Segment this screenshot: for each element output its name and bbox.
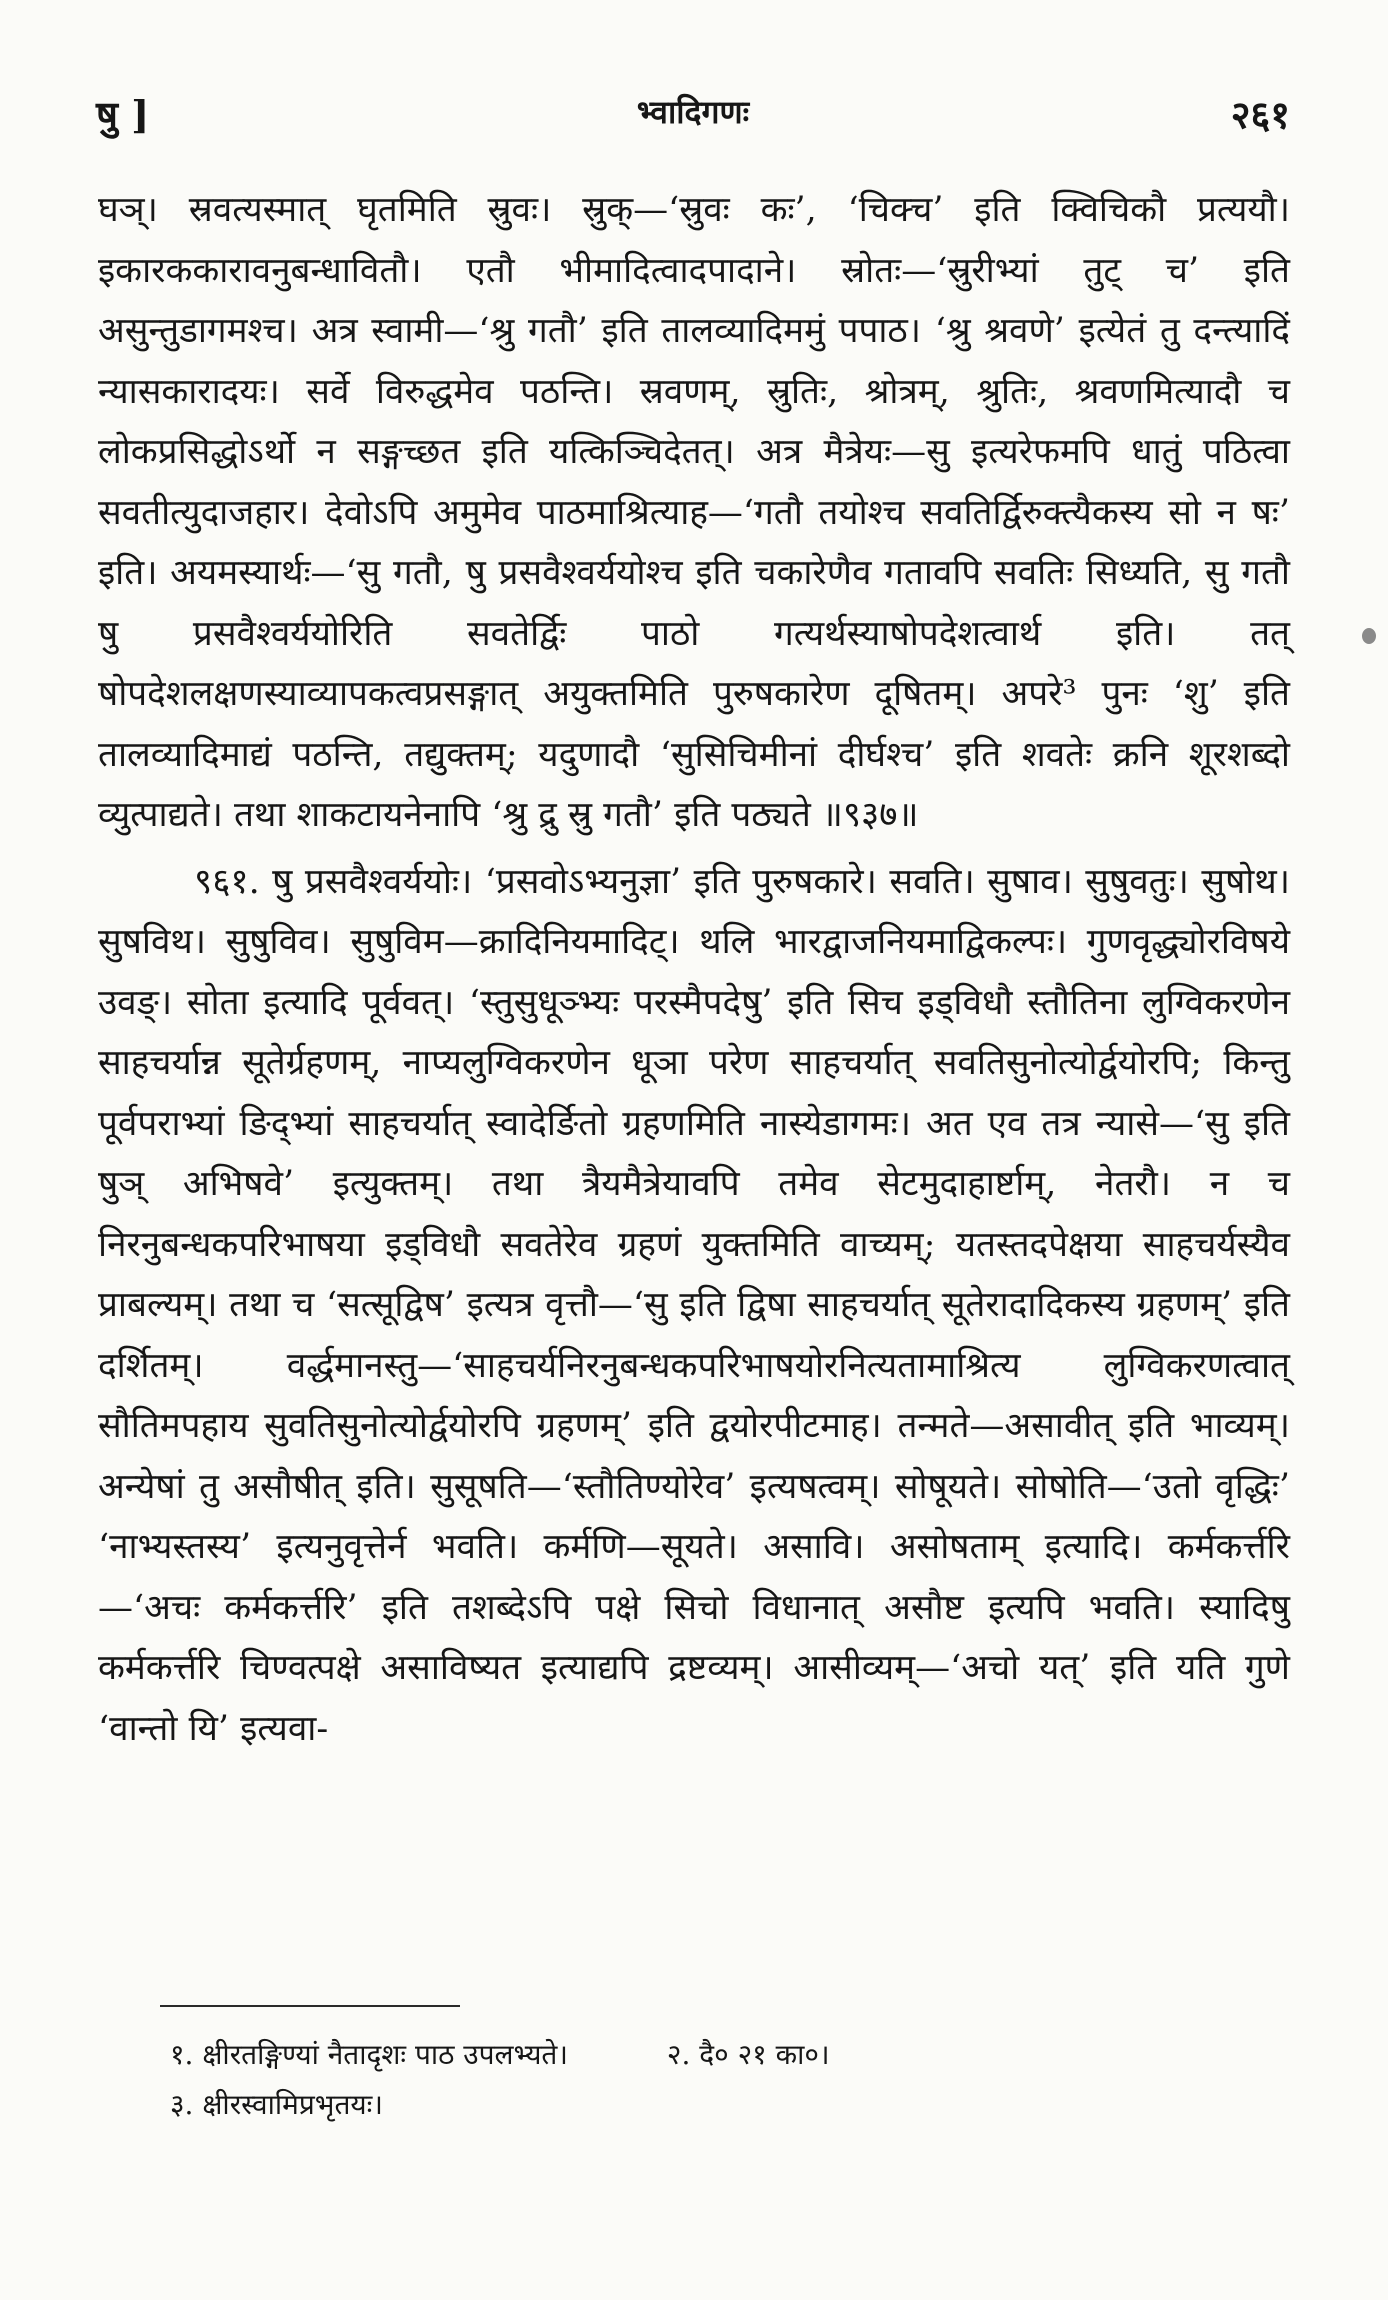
footnote-3: ३. क्षीरस्वामिप्रभृतयः। bbox=[170, 2088, 383, 2121]
main-text bbox=[98, 180, 1290, 1759]
running-title: भ्वादिगणः bbox=[636, 93, 750, 131]
running-header bbox=[96, 88, 1290, 148]
footnote-2: २. दै० २१ का०। bbox=[666, 2038, 830, 2071]
page-number: २६१ bbox=[1230, 92, 1290, 137]
paragraph-961: ९६१. षु प्रसवैश्वर्ययोः। ‘प्रसवोऽभ्यनुज्ञा’ इति पुरुषकारे। सवति। सुषाव। सुषुवतुः। सुषोथ। सुषविथ। सुषुविव। सुषुविम—क्रादिनियमादिट्। थलि भारद्वाजनियमाद्विकल्पः। गुणवृद्ध्योरविषये उवङ्। सोता इत्यादि पूर्ववत्। ‘स्तुसुधूञ्भ्यः परस्मैपदेषु’ इति सिच इड्विधौ स्तौतिना लुग्विकरणेन साहचर्यान्न सूतेर्ग्रहणम्, नाप्यलुग्विकरणेन धूञा परेण साहचर्यात् सवतिसुनोत्योर्द्वयोरपि; किन्तु पूर्वपराभ्यां ङिद्भ्यां साहचर्यात् स्वादेर्ङितो ग्रहणमिति नास्येडागमः। अत एव तत्र न्यासे—‘सु इति षुञ् अभिषवे’ इत्युक्तम्। तथा त्रैयमैत्रेयावपि तमेव सेटमुदाहार्ष्टाम्, नेतरौ। न च निरनुबन्धकपरिभाषया इड्विधौ सवतेरेव ग्रहणं युक्तमिति वाच्यम्; यतस्तदपेक्षया साहचर्यस्यैव प्राबल्यम्। तथा च ‘सत्सूद्विष’ इत्यत्र वृत्तौ—‘सु इति द्विषा साहचर्यात् सूतेरादादिकस्य ग्रहणम्’ इति दर्शितम्। वर्द्धमानस्तु—‘साहचर्यनिरनुबन्धकपरिभाषयोरनित्यतामाश्रित्य लुग्विकरणत्वात् सौतिमपहाय सुवतिसुनोत्योर्द्वयोरपि ग्रहणम्’ इति द्वयोरपीटमाह। तन्मते—असावीत् इति भाव्यम्। अन्येषां तु असौषीत् इति। सुसूषति—‘स्तौतिण्योरेव’ इत्यषत्वम्। सोषूयते। सोषोति—‘उतो वृद्धिः’ ‘नाभ्यस्तस्य’ इत्यनुवृत्तेर्न भवति। कर्मणि—सूयते। असावि। असोषताम् इत्यादि। कर्मकर्त्तरि—‘अचः कर्मकर्त्तरि’ इति तशब्देऽपि पक्षे सिचो विधानात् असौष्ट इत्यपि भवति। स्यादिषु कर्मकर्त्तरि चिण्वत्पक्षे असाविष्यत इत्याद्यपि द्रष्टव्यम्। आसीव्यम्—‘अचो यत्’ इति यति गुणे ‘वान्तो यि’ इत्यवा- bbox=[98, 861, 1290, 1749]
footnote-1: १. क्षीरतङ्गिण्यां नैतादृशः पाठ उपलभ्यते। bbox=[170, 2038, 569, 2071]
scan-edge-mark bbox=[1362, 628, 1376, 644]
section-marker: षु ] bbox=[96, 92, 150, 137]
footnotes bbox=[170, 2030, 1270, 2130]
footnote-row-1 bbox=[170, 2030, 1270, 2080]
footnote-row-2 bbox=[170, 2080, 1270, 2130]
footnote-divider bbox=[160, 2005, 460, 2007]
paragraph-937-continuation: घञ्। स्रवत्यस्मात् घृतमिति स्रुवः। स्रुक्—‘स्रुवः कः’, ‘चिक्च’ इति क्विचिकौ प्रत्ययौ। इकारककारावनुबन्धावितौ। एतौ भीमादित्वादपादाने। स्रोतः—‘स्रुरीभ्यां तुट् च’ इति असुन्तुडागमश्च। अत्र स्वामी—‘श्रु गतौ’ इति तालव्यादिममुं पपाठ। ‘श्रु श्रवणे’ इत्येतं तु दन्त्यादिं न्यासकारादयः। सर्वे विरुद्धमेव पठन्ति। स्रवणम्, स्रुतिः, श्रोत्रम्, श्रुतिः, श्रवणमित्यादौ च लोकप्रसिद्धोऽर्थो न सङ्गच्छत इति यत्किञ्चिदेतत्। अत्र मैत्रेयः—सु इत्यरेफमपि धातुं पठित्वा सवतीत्युदाजहार। देवोऽपि अमुमेव पाठमाश्रित्याह—‘गतौ तयोश्च सवतिर्द्विरुक्त्यैकस्य सो न षः’ इति। अयमस्यार्थः—‘सु गतौ, षु प्रसवैश्वर्ययोश्च इति चकारेणैव गतावपि सवतिः सिध्यति, सु गतौ षु प्रसवैश्वर्ययोरिति सवतेर्द्विः पाठो गत्यर्थस्याषोपदेशत्वार्थ इति। तत् षोपदेशलक्षणस्याव्यापकत्वप्रसङ्गात् अयुक्तमिति पुरुषकारेण दूषितम्। अपरे³ पुनः ‘शु’ इति तालव्यादिमाद्यं पठन्ति, तद्युक्तम्; यदुणादौ ‘सुसिचिमीनां दीर्घश्च’ इति शवतेः क्रनि शूरशब्दो व्युत्पाद्यते। तथा शाकटायनेनापि ‘श्रु द्रु स्रु गतौ’ इति पठ्यते ॥९३७॥ bbox=[98, 190, 1290, 835]
